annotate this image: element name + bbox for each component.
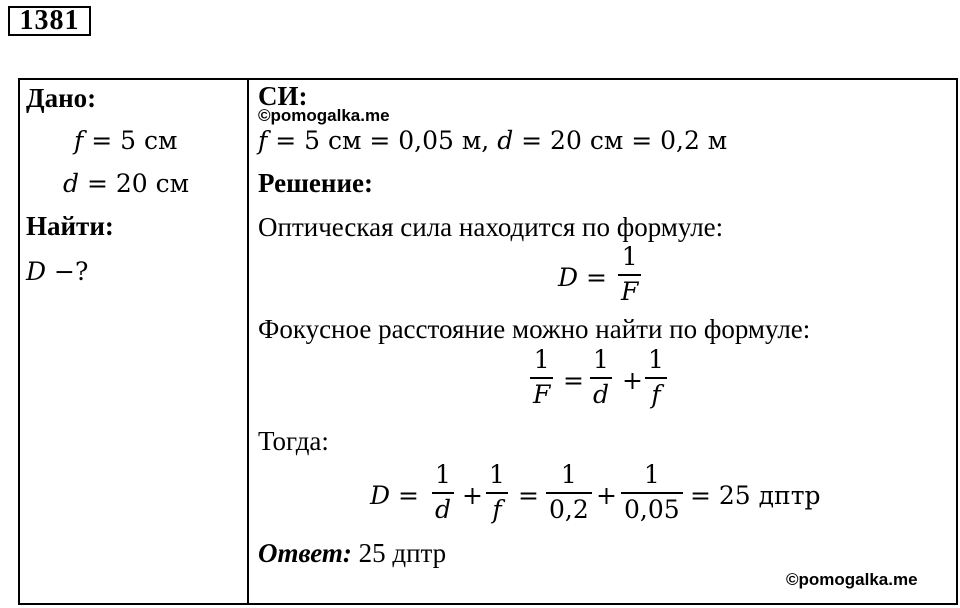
- find-D: D −?: [26, 257, 89, 286]
- formula2-fraction-d: 1 d: [590, 346, 612, 409]
- formula3-result: = 25 дптр: [690, 481, 821, 510]
- formula3-lhs: D =: [370, 481, 419, 510]
- formula3-fraction-f: 1 f: [486, 461, 508, 524]
- formula2-plus: +: [622, 366, 643, 395]
- problem-number: 1381: [8, 6, 91, 36]
- given-d: d = 20 см: [63, 169, 190, 198]
- answer: Ответ: 25 дптр: [258, 538, 447, 568]
- si-conversion: f = 5 см = 0,05 м, d = 20 см = 0,2 м: [258, 126, 728, 155]
- formula1-lhs: D =: [558, 263, 607, 292]
- column-divider: [247, 78, 249, 605]
- solution-text-3: Тогда:: [258, 426, 329, 456]
- formula2-eq: =: [563, 366, 584, 395]
- solution-heading: Решение:: [258, 168, 373, 198]
- si-heading: СИ:: [258, 81, 308, 111]
- formula2-fraction-f: 1 f: [645, 346, 667, 409]
- given-heading: Дано:: [26, 83, 97, 113]
- watermark-bottom: ©pomogalka.me: [786, 570, 918, 589]
- formula3-eq-2: =: [518, 481, 539, 510]
- formula3-plus-2: +: [596, 481, 617, 510]
- solution-text-1: Оптическая сила находится по формуле:: [258, 212, 724, 242]
- find-heading: Найти:: [26, 211, 114, 241]
- given-f: f = 5 см: [74, 126, 178, 155]
- formula3-plus-1: +: [462, 481, 483, 510]
- formula2-fraction-left: 1 F: [530, 346, 553, 409]
- formula3-fraction-02: 1 0,2: [546, 461, 592, 524]
- formula1-fraction: 1 F: [618, 243, 641, 306]
- solution-text-2: Фокусное расстояние можно найти по формуле:: [258, 314, 811, 344]
- watermark-top: ©pomogalka.me: [258, 106, 390, 125]
- formula3-fraction-005: 1 0,05: [621, 461, 683, 524]
- formula3-fraction-d: 1 d: [432, 461, 454, 524]
